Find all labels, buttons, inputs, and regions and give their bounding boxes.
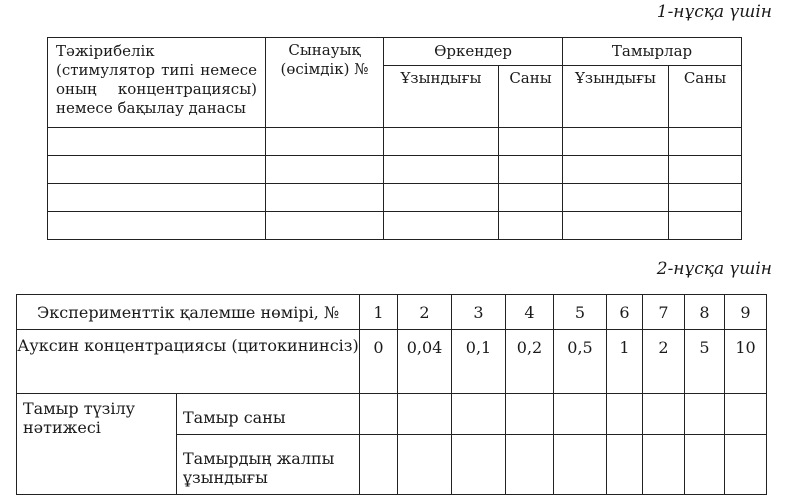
table-cell[interactable]	[563, 212, 669, 240]
header-shoots: Өркендер	[384, 38, 563, 66]
table-cell[interactable]	[384, 128, 499, 156]
cutting-number: 7	[643, 295, 685, 330]
table-cell[interactable]	[725, 435, 767, 495]
table-cell[interactable]	[563, 128, 669, 156]
table-cell[interactable]	[563, 156, 669, 184]
table-cell[interactable]	[384, 156, 499, 184]
auxin-value: 10	[725, 330, 767, 394]
cutting-number: 6	[607, 295, 643, 330]
auxin-value: 5	[685, 330, 725, 394]
cutting-number: 8	[685, 295, 725, 330]
table-cell[interactable]	[48, 156, 266, 184]
cutting-number: 5	[554, 295, 607, 330]
table-cell[interactable]	[506, 435, 554, 495]
variant-2-caption: 2-нұсқа үшін	[656, 259, 772, 279]
table-cell[interactable]	[452, 435, 506, 495]
cutting-number-label: Эксперименттік қалемше нөмірі, №	[17, 295, 360, 330]
table-cell[interactable]	[669, 212, 742, 240]
header-roots: Тамырлар	[563, 38, 742, 66]
auxin-value: 0,5	[554, 330, 607, 394]
root-formation-result-label: Тамыр түзілу нәтижесі	[17, 394, 177, 495]
table-cell[interactable]	[499, 156, 563, 184]
table-row	[48, 184, 742, 212]
table-cell[interactable]	[48, 212, 266, 240]
header-experimental-sample: Тәжірибелік (стимулятор типі немесе оның концентрациясы) немесе бақылау данасы	[48, 38, 266, 128]
header-shoots-count: Саны	[499, 66, 563, 128]
table-cell[interactable]	[499, 184, 563, 212]
table-cell[interactable]	[48, 128, 266, 156]
header-test-tube-number: Сынауық (өсімдік) №	[266, 38, 384, 128]
auxin-value: 0,04	[398, 330, 452, 394]
root-count-label: Тамыр саны	[177, 394, 360, 435]
table-cell[interactable]	[266, 156, 384, 184]
auxin-value: 0	[360, 330, 398, 394]
header-shoots-length: Ұзындығы	[384, 66, 499, 128]
table-cell[interactable]	[266, 184, 384, 212]
table-cell[interactable]	[725, 394, 767, 435]
table-cell[interactable]	[499, 128, 563, 156]
table-cell[interactable]	[669, 156, 742, 184]
table-cell[interactable]	[669, 184, 742, 212]
cutting-number: 1	[360, 295, 398, 330]
root-total-length-label: Тамырдың жалпы ұзындығы	[177, 435, 360, 495]
table-cell[interactable]	[266, 128, 384, 156]
table-cell[interactable]	[669, 128, 742, 156]
cutting-number: 3	[452, 295, 506, 330]
auxin-concentration-label: Ауксин концентрациясы (цитокининсіз)	[17, 330, 360, 394]
table-cell[interactable]	[554, 394, 607, 435]
table-cell[interactable]	[398, 435, 452, 495]
variant-2-table	[16, 294, 767, 495]
table-cell[interactable]	[398, 394, 452, 435]
cutting-number: 4	[506, 295, 554, 330]
table-row	[48, 212, 742, 240]
table-cell[interactable]	[685, 435, 725, 495]
table-cell[interactable]	[48, 184, 266, 212]
table-row	[48, 156, 742, 184]
table-cell[interactable]	[499, 212, 563, 240]
table-cell[interactable]	[607, 394, 643, 435]
header-roots-length: Ұзындығы	[563, 66, 669, 128]
auxin-value: 1	[607, 330, 643, 394]
table-cell[interactable]	[563, 184, 669, 212]
table-cell[interactable]	[643, 435, 685, 495]
table-cell[interactable]	[452, 394, 506, 435]
auxin-value: 0,1	[452, 330, 506, 394]
table-cell[interactable]	[360, 394, 398, 435]
table-cell[interactable]	[685, 394, 725, 435]
table-cell[interactable]	[384, 212, 499, 240]
table-cell[interactable]	[360, 435, 398, 495]
table-cell[interactable]	[607, 435, 643, 495]
variant-1-table	[47, 37, 742, 240]
cutting-number: 2	[398, 295, 452, 330]
table-row	[48, 128, 742, 156]
table-cell[interactable]	[506, 394, 554, 435]
table-cell[interactable]	[643, 394, 685, 435]
table-cell[interactable]	[554, 435, 607, 495]
header-roots-count: Саны	[669, 66, 742, 128]
table-cell[interactable]	[266, 212, 384, 240]
variant-1-caption: 1-нұсқа үшін	[656, 2, 772, 22]
auxin-value: 2	[643, 330, 685, 394]
table-cell[interactable]	[384, 184, 499, 212]
auxin-value: 0,2	[506, 330, 554, 394]
cutting-number: 9	[725, 295, 767, 330]
